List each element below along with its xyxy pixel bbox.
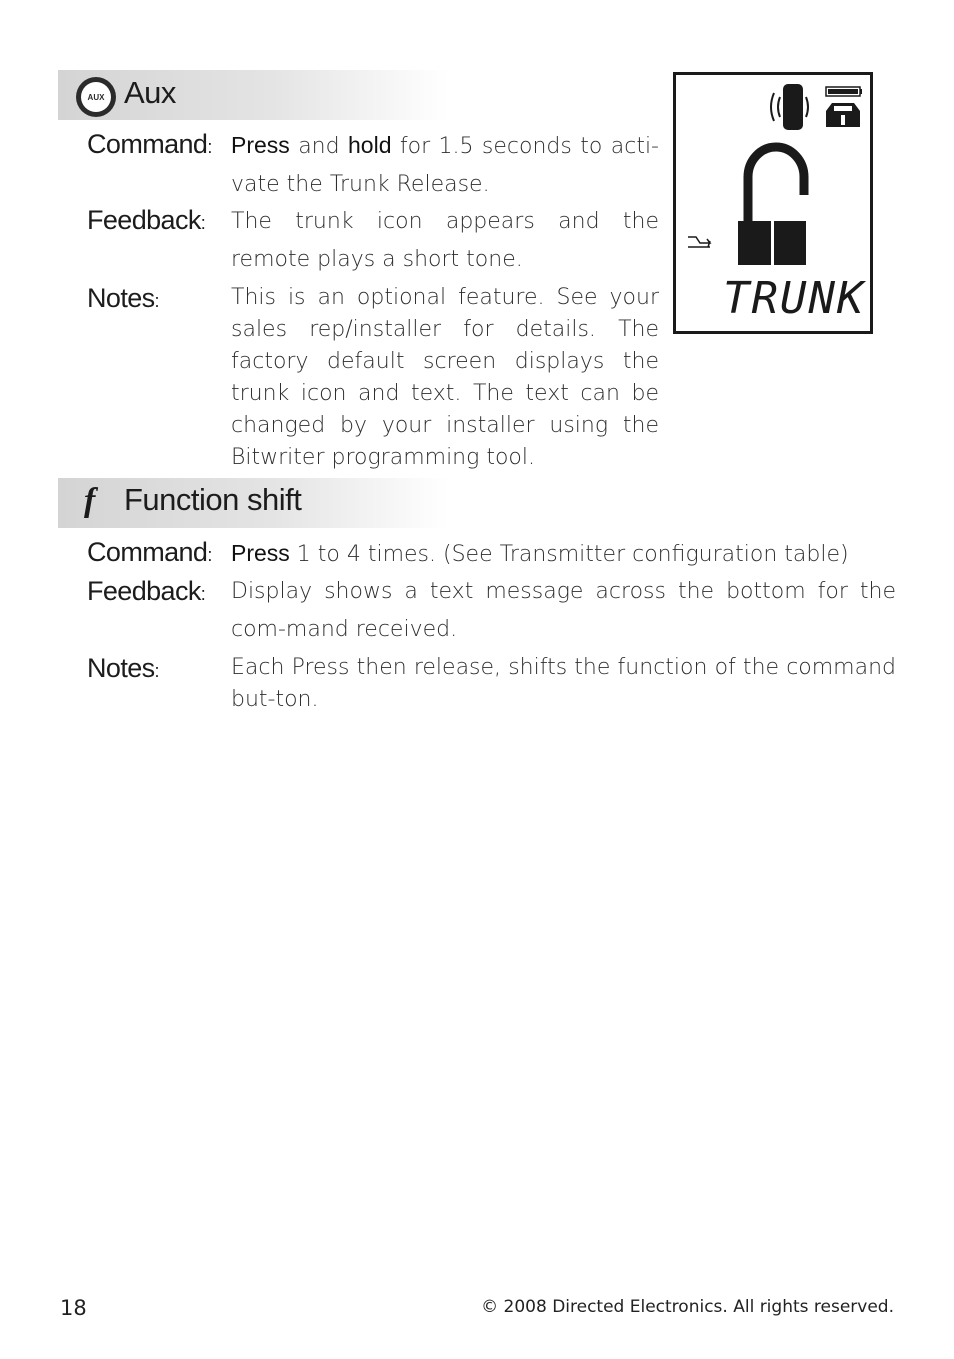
hold-keyword: hold bbox=[348, 132, 392, 158]
trunk-arrow-icon bbox=[688, 237, 710, 247]
aux-notes-text: This is an optional feature. See your sales rep/installer for details. The factory default screen displays the trunk icon and text. The text can be changed by your installer using the Bitwriter programming tool. bbox=[231, 285, 659, 470]
aux-command-text: Press and hold for 1.5 seconds to acti-vate the Trunk Release. bbox=[231, 132, 659, 197]
aux-section-band bbox=[58, 70, 448, 120]
aux-feedback-label: Feedback: bbox=[87, 205, 206, 235]
function-feedback-label: Feedback: bbox=[87, 576, 206, 606]
aux-section-title: Aux bbox=[124, 75, 176, 110]
aux-command-label: Command: bbox=[87, 129, 213, 159]
function-section-title: Function shift bbox=[124, 482, 302, 517]
remote-lcd-display bbox=[673, 72, 873, 334]
remote-vibrate-icon bbox=[771, 85, 808, 129]
function-notes-text: Each Press then release, shifts the function of the command but-ton. bbox=[231, 655, 896, 712]
car-trunk-icon bbox=[826, 103, 860, 127]
lcd-segment-text bbox=[723, 273, 867, 324]
svg-text:TRUNK: TRUNK bbox=[723, 273, 866, 324]
press-keyword: Press bbox=[231, 132, 290, 158]
function-button-icon: f bbox=[84, 482, 96, 519]
aux-notes-label: Notes: bbox=[87, 283, 160, 313]
function-feedback-text: Display shows a text message across the bottom for the com-mand received. bbox=[231, 579, 896, 642]
press-keyword: Press bbox=[231, 540, 290, 566]
function-command-text: Press 1 to 4 times. (See Transmitter configuration table) bbox=[231, 540, 849, 567]
page-number: 18 bbox=[60, 1296, 87, 1320]
copyright-notice: © 2008 Directed Electronics. All rights reserved. bbox=[481, 1297, 894, 1317]
lcd-graphic bbox=[676, 75, 870, 331]
function-notes-label: Notes: bbox=[87, 653, 160, 683]
aux-icon-text: AUX bbox=[87, 92, 105, 102]
padlock-open-icon bbox=[738, 147, 806, 265]
aux-button-icon bbox=[76, 77, 116, 117]
battery-icon bbox=[826, 87, 862, 96]
aux-feedback-text: The trunk icon appears and the remote plays a short tone. bbox=[231, 209, 659, 272]
function-command-label: Command: bbox=[87, 537, 213, 567]
